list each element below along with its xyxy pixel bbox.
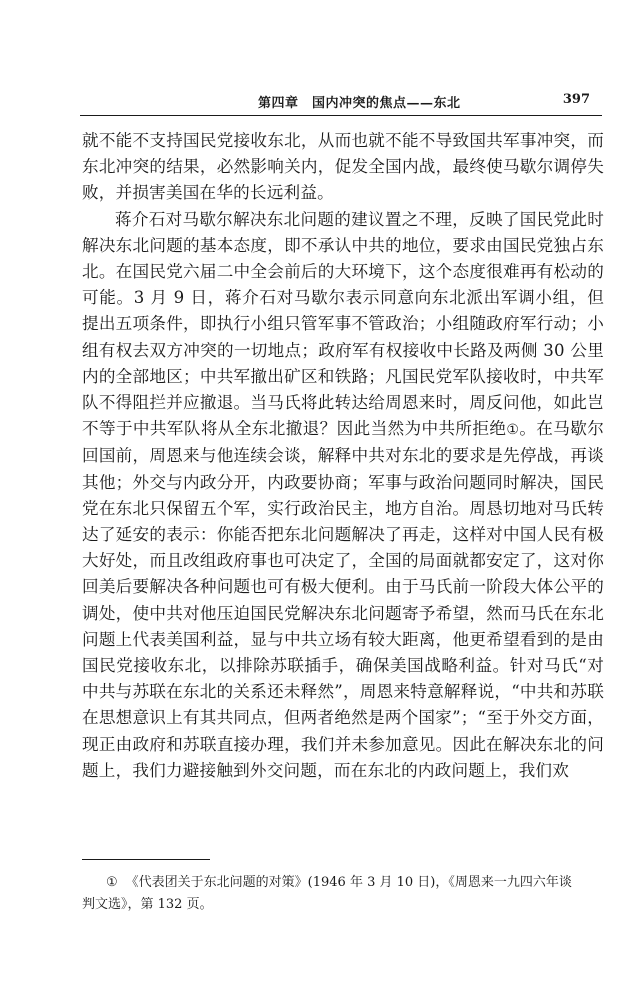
footnote-line-1 (82, 872, 604, 894)
footnote-text-1: 《代表团关于东北问题的对策》(1946 年 3 月 10 日)，《周恩来一九四六年谈 (125, 875, 572, 890)
footnote-line-2: 判文选》，第 132 页。 (82, 897, 213, 912)
paragraph-2 (82, 207, 604, 784)
header-rule (80, 115, 602, 116)
footnote (82, 872, 604, 916)
page-number: 397 (562, 92, 590, 107)
main-text (82, 128, 604, 784)
paragraph-2-text-after-ref: 。在马歇尔回国前，周恩来与他连续会谈，解释中共对东北的要求是先停战，再谈其他；外交与内政分开，内政要协商；军事与政治问题同时解决，国民党在东北只保留五个军，实行政治民主，地方自治。周恳切地对马氏转达了延安的表示：你能否把东北问题解决了再走，这样对中国人民有极大好处，而且改组政府事也可决定了，全国的局面就都安定了，这对你回美后要解决各种问题也可有极大便利。由于马氏前一阶段大体公平的调处，使中共对他压迫国民党解决东北问题寄予希望，然而马氏在东北问题上代表美国利益，显与中共立场有较大距离，他更希望看到的是由国民党接收东北，以排除苏联插手，确保美国战略利益。针对马氏“对中共与苏联在东北的关系还未释然”，周恩来特意解释说，“中共和苏联在思想意识上有其共同点，但两者绝然是两个国家”；“至于外交方面，现正由政府和苏联直接办理，我们并未参加意见。因此在解决东北的问题上，我们力避接触到外交问题，而在东北的内政问题上，我们欢 (82, 419, 605, 780)
footnote-marker: ① (106, 875, 118, 890)
chapter-title: 第四章 国内冲突的焦点——东北 (258, 96, 461, 111)
running-header (80, 92, 602, 114)
paragraph-2-text-before-ref: 蒋介石对马歇尔解决东北问题的建议置之不理，反映了国民党此时解决东北问题的基本态度，即不承认中共的地位，要求由国民党独占东北。在国民党六届二中全会前后的大环境下，这个态度很难再有松动的可能。3 月 9 日，蒋介石对马歇尔表示同意向东北派出军调小组，但提出五项条件，即执行小组只管军事不管政治；小组随政府军行动；小组有权去双方冲突的一切地点；政府军有权接收中长路及两侧 30 公里内的全部地区；中共军撤出矿区和铁路；凡国民党军队接收时，中共军队不得阻拦并应撤退。当马氏将此转达给周恩来时，周反问他，如此岂不等于中共军队将从全东北撤退？因此当然为中共所拒绝 (82, 209, 604, 439)
footnote-reference[interactable]: ① (506, 422, 520, 439)
paragraph-1: 就不能不支持国民党接收东北，从而也就不能不导致国共军事冲突，而东北冲突的结果，必然影响关内，促发全国内战，最终使马歇尔调停失败，并损害美国在华的长远利益。 (82, 131, 604, 203)
footnote-divider (82, 859, 210, 860)
